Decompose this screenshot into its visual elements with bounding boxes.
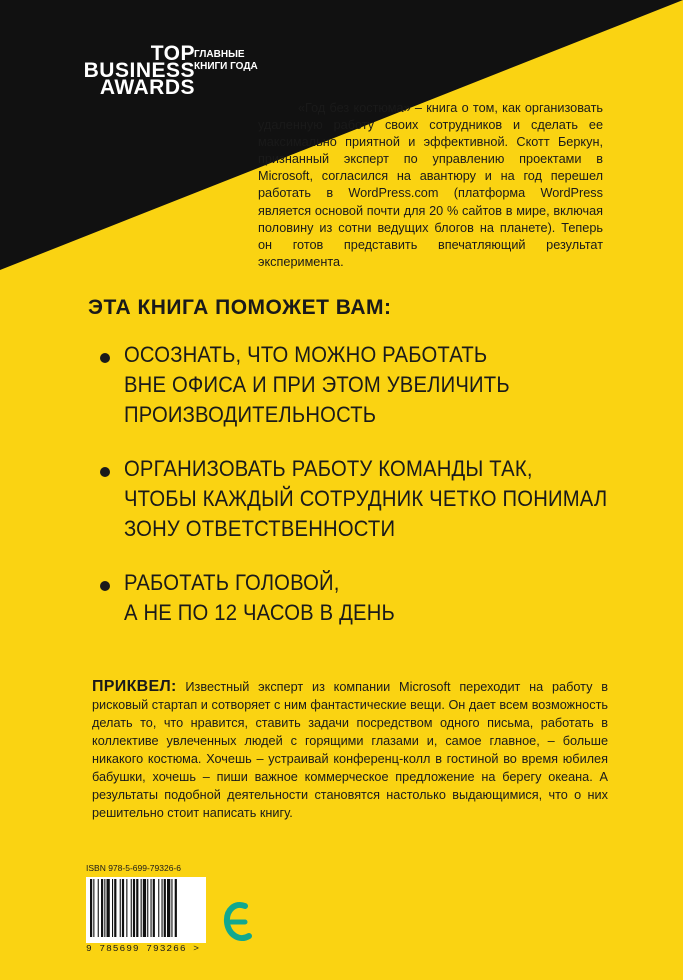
prequel-text: Известный эксперт из компании Microsoft переходит на работу в рисковый стартап и сотворяет с ним фантастические вещи. Он дает всем возможность делать то, что нравится, ставить задачи посредством одного письма, работать в коллективе увлеченных людей с горящими глазами и, самое главное, – больше никакого костюма. Хочешь – устраивай конференц-колл в гостиной во время юбилея бабушки, хочешь – пиши важное коммерческое предложение на берегу океана. А результаты подобной деятельности становятся настолько выдающимися, что о них решительно стоит написать книгу.: [92, 680, 608, 820]
eksmo-logo-icon: [223, 900, 253, 948]
help-heading: ЭТА КНИГА ПОМОЖЕТ ВАМ:: [88, 296, 392, 319]
benefit-line: А НЕ ПО 12 ЧАСОВ В ДЕНЬ: [124, 600, 396, 625]
isbn-text: ISBN 978-5-699-79326-6: [86, 863, 181, 873]
benefit-line: ЧТОБЫ КАЖДЫЙ СОТРУДНИК ЧЕТКО ПОНИМАЛ: [124, 486, 608, 511]
prequel-label: ПРИКВЕЛ:: [92, 678, 177, 695]
isbn-block: [86, 863, 211, 963]
bullet-icon: [100, 467, 110, 477]
logo-line-business: BUSINESS: [83, 59, 195, 82]
bullet-icon: [100, 353, 110, 363]
logo-wordmark: [70, 42, 195, 99]
benefit-line: ОСОЗНАТЬ, ЧТО МОЖНО РАБОТАТЬ: [124, 342, 488, 367]
logo-line-top: TOP: [150, 42, 195, 65]
intro-text: «Год без костюма» – книга о том, как организовать удаленную работу своих сотрудников и сделать ее максимально приятной и эффективной. Скотт Беркун, признанный эксперт по управлению проектами в Microsoft, согласился на авантюру и на год перешел работать в WordPress.com (платформа WordPress является основой почти для 20 % сайтов в мире, включая половину из сотни ведущих блогов на планете). Теперь он готов представить впечатляющий результат эксперимента.: [258, 101, 603, 269]
logo-subtitle: [194, 49, 274, 73]
benefit-text: [124, 454, 610, 544]
bullet-icon: [100, 581, 110, 591]
benefit-text: [124, 568, 610, 628]
logo-sub-line2: КНИГИ ГОДА: [194, 61, 258, 72]
logo-line-awards: AWARDS: [99, 76, 195, 99]
benefit-line: ВНЕ ОФИСА И ПРИ ЭТОМ УВЕЛИЧИТЬ: [124, 372, 510, 397]
logo-sub-line1: ГЛАВНЫЕ: [194, 49, 245, 60]
benefit-line: ОРГАНИЗОВАТЬ РАБОТУ КОМАНДЫ ТАК,: [124, 456, 533, 481]
benefit-line: РАБОТАТЬ ГОЛОВОЙ,: [124, 570, 340, 595]
barcode-icon: [86, 877, 206, 943]
barcode-number: 9 785699 793266 >: [86, 943, 200, 954]
benefit-line: ЗОНУ ОТВЕТСТВЕННОСТИ: [124, 516, 396, 541]
prequel-paragraph: [92, 678, 608, 822]
intro-paragraph: [258, 100, 603, 271]
benefit-text: [124, 340, 610, 430]
benefit-line: ПРОИЗВОДИТЕЛЬНОСТЬ: [124, 402, 377, 427]
